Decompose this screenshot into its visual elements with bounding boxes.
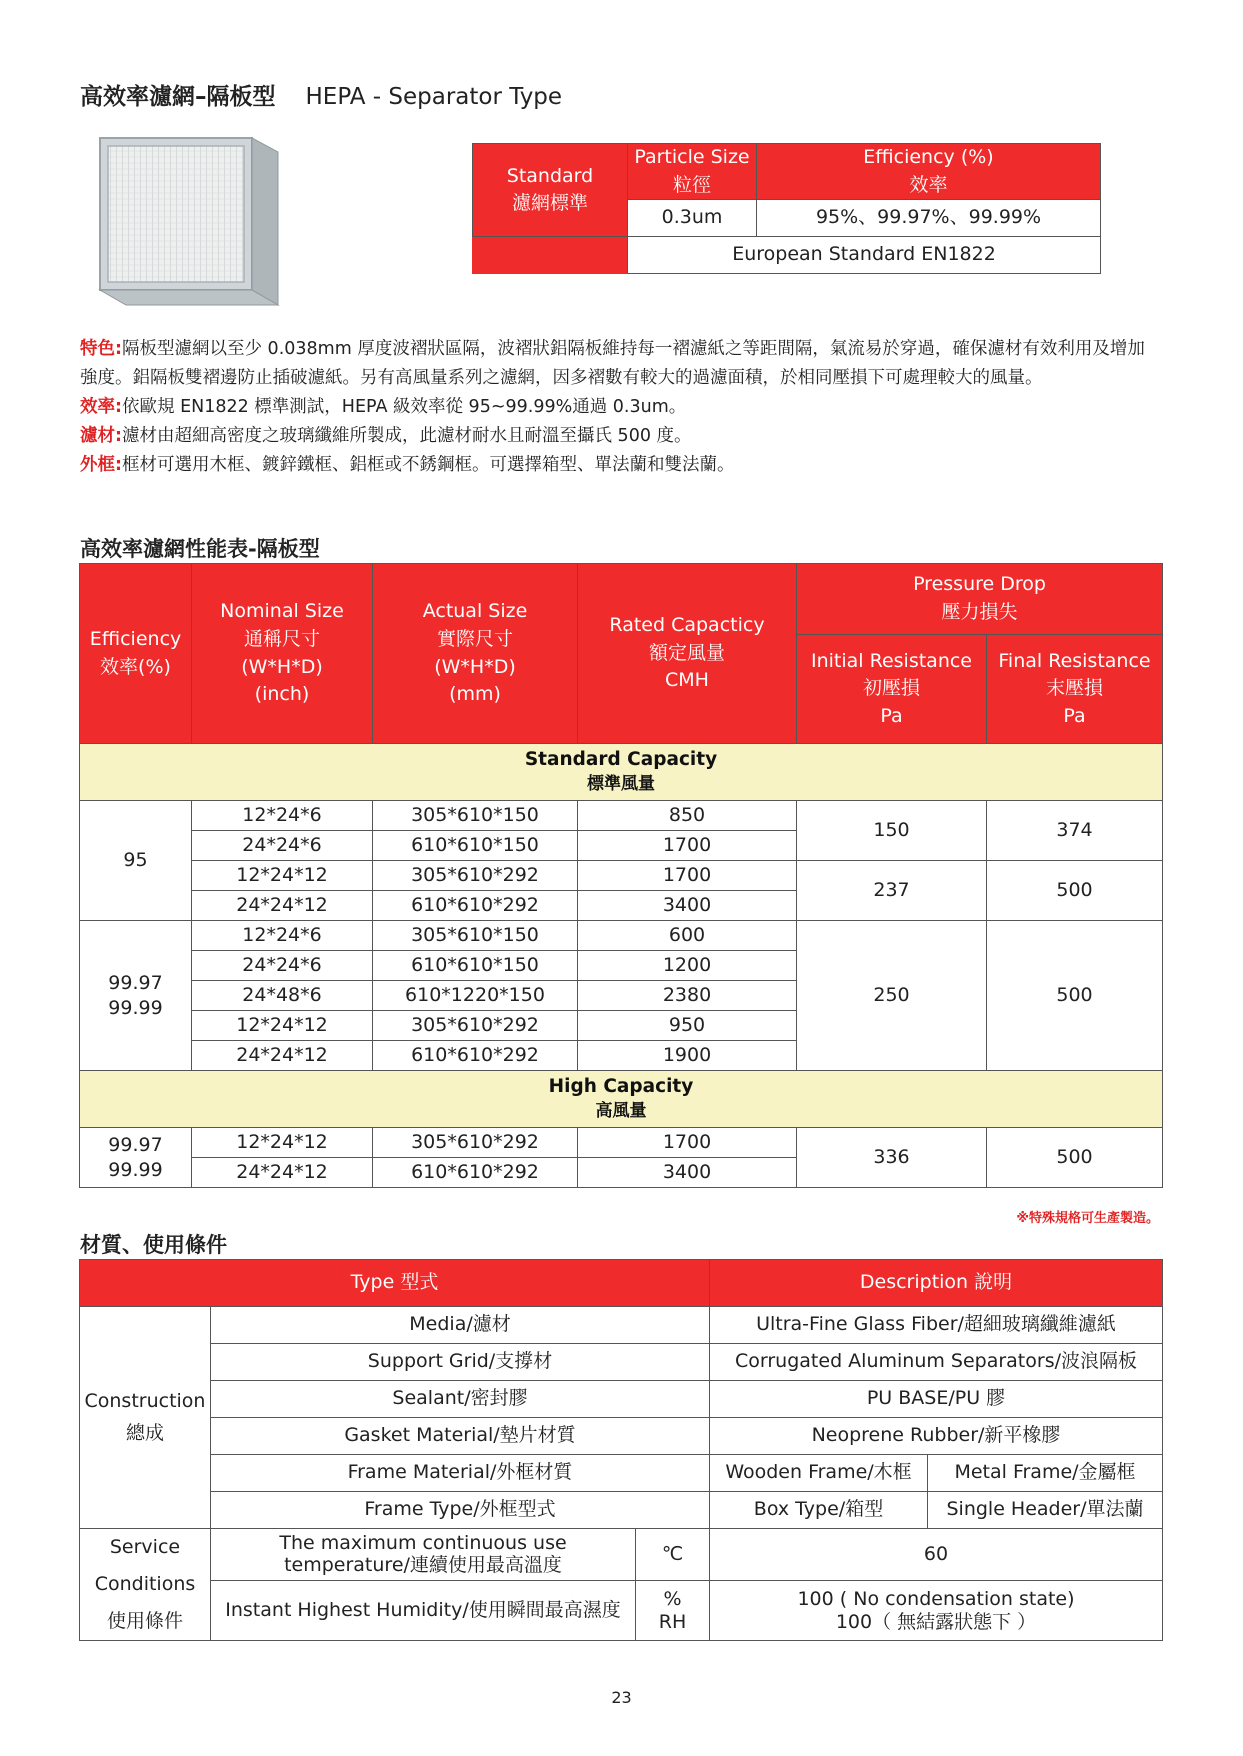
- desc-cell: PU BASE/PU 膠: [710, 1381, 1163, 1418]
- actual-cell: 610*610*150: [373, 831, 578, 861]
- construction-label: [80, 1307, 211, 1529]
- value-cell: 60: [710, 1529, 1163, 1581]
- feature-label: 效率:: [80, 397, 122, 417]
- page-number: 23: [611, 1688, 632, 1707]
- particle-size-en: Particle Size: [634, 146, 750, 168]
- actual-cell: 610*1220*150: [373, 981, 578, 1011]
- final-cell: 500: [987, 921, 1163, 1071]
- table-row: [80, 1307, 1163, 1344]
- header-text: Final Resistance: [998, 649, 1151, 672]
- initial-cell: 237: [797, 861, 987, 921]
- header-text: 初壓損: [862, 677, 920, 700]
- header-text: (mm): [449, 683, 501, 706]
- table-row: [80, 1128, 1163, 1158]
- final-cell: 500: [987, 1128, 1163, 1188]
- type-cell: Frame Material/外框材質: [211, 1455, 710, 1492]
- efficiency-cell: 95: [80, 801, 192, 921]
- page-title: [80, 78, 562, 111]
- feature-label: 濾材:: [80, 426, 122, 446]
- header-text: (inch): [254, 683, 310, 706]
- standard-label-zh: 濾網標準: [511, 192, 588, 215]
- standard-table: [472, 143, 1101, 274]
- desc-cell: Ultra-Fine Glass Fiber/超細玻璃纖維濾紙: [710, 1307, 1163, 1344]
- header-text: Efficiency: [89, 627, 182, 650]
- label-text: 總成: [125, 1421, 164, 1444]
- nominal-cell: 12*24*6: [192, 801, 373, 831]
- header-text: Pressure Drop: [913, 573, 1046, 596]
- section-text: 高風量: [595, 1101, 647, 1122]
- header-text: Actual Size: [422, 600, 528, 623]
- efficiency-zh: 效率: [909, 173, 948, 196]
- header-initial-resistance: [797, 635, 987, 744]
- desc-cell: Neoprene Rubber/新平橡膠: [710, 1418, 1163, 1455]
- efficiency-cell: 99.97 99.99: [80, 921, 192, 1071]
- actual-cell: 610*610*292: [373, 1158, 578, 1188]
- header-text: 額定風量: [648, 641, 725, 664]
- initial-cell: 150: [797, 801, 987, 861]
- special-spec-note: ※特殊規格可生產製造。: [1016, 1211, 1159, 1226]
- type-cell: Media/濾材: [211, 1307, 710, 1344]
- label-text: Construction: [84, 1389, 206, 1412]
- actual-cell: 610*610*150: [373, 951, 578, 981]
- section-standard-capacity: [80, 744, 1163, 801]
- feature-efficiency: [80, 393, 1160, 422]
- service-label: [80, 1529, 211, 1641]
- feature-text: 隔板型濾網以至少 0.038mm 厚度波褶狀區隔，波褶狀鋁隔板維持每一褶濾紙之等距間隔，氣流易於穿過，確保濾材有效利用及增加強度。鋁隔板雙褶邊防止插破濾紙。另有高風量系列之濾網，因多褶數有較大的過濾面積，於相同壓損下可處理較大的風量。: [80, 339, 1145, 388]
- type-cell: [211, 1529, 636, 1581]
- nominal-cell: 24*24*6: [192, 831, 373, 861]
- type-text: The maximum continuous use: [279, 1531, 567, 1554]
- actual-cell: 305*610*150: [373, 921, 578, 951]
- header-text: 效率(%): [100, 655, 171, 678]
- cmh-cell: 850: [578, 801, 797, 831]
- header-text: Pa: [880, 704, 903, 727]
- efficiency-en: Efficiency (%): [863, 146, 994, 168]
- header-text: Pa: [1063, 704, 1086, 727]
- final-cell: 500: [987, 861, 1163, 921]
- table-row: [80, 1381, 1163, 1418]
- header-type: Type 型式: [80, 1260, 710, 1307]
- header-text: 壓力損失: [941, 601, 1018, 623]
- header-rated-capacity: [578, 564, 797, 744]
- value-text: 100（ 無結露狀態下 ）: [835, 1610, 1037, 1633]
- type-text: temperature/連續使用最高溫度: [284, 1554, 562, 1577]
- header-pressure-drop: [797, 564, 1163, 635]
- value-text: 100 ( No condensation state): [797, 1587, 1075, 1610]
- european-standard: European Standard EN1822: [628, 237, 1101, 274]
- desc-cell: Wooden Frame/木框: [710, 1455, 928, 1492]
- nominal-cell: 24*48*6: [192, 981, 373, 1011]
- table-row: [80, 1492, 1163, 1529]
- particle-size-zh: 粒徑: [672, 173, 711, 196]
- nominal-cell: 12*24*6: [192, 921, 373, 951]
- header-text: Initial Resistance: [811, 649, 972, 672]
- nominal-cell: 24*24*12: [192, 1041, 373, 1071]
- cmh-cell: 1700: [578, 831, 797, 861]
- nominal-cell: 24*24*12: [192, 891, 373, 921]
- header-nominal-size: [192, 564, 373, 744]
- table-row: [80, 921, 1163, 951]
- cmh-cell: 1700: [578, 1128, 797, 1158]
- table-row: [80, 1418, 1163, 1455]
- efficiency-header: [757, 144, 1101, 200]
- cmh-cell: 3400: [578, 1158, 797, 1188]
- particle-size-header: [628, 144, 757, 200]
- type-cell: Frame Type/外框型式: [211, 1492, 710, 1529]
- unit-cell: [636, 1580, 710, 1640]
- feature-text: 框材可選用木框、鍍鋅鐵框、鋁框或不銹鋼框。可選擇箱型、單法蘭和雙法蘭。: [122, 455, 735, 475]
- initial-cell: 250: [797, 921, 987, 1071]
- table-row: [80, 1529, 1163, 1581]
- header-text: (W*H*D): [434, 655, 516, 678]
- header-text: 通稱尺寸: [243, 627, 320, 650]
- performance-table: [79, 563, 1163, 1188]
- label-text: Conditions: [94, 1573, 196, 1596]
- type-cell: Gasket Material/墊片材質: [211, 1418, 710, 1455]
- nominal-cell: 12*24*12: [192, 861, 373, 891]
- feature-frame: [80, 451, 1160, 480]
- materials-table: [79, 1259, 1163, 1641]
- section-high-capacity: [80, 1071, 1163, 1128]
- efficiency-cell: 99.97 99.99: [80, 1128, 192, 1188]
- header-efficiency: [80, 564, 192, 744]
- type-cell: Support Grid/支撐材: [211, 1344, 710, 1381]
- feature-media: [80, 422, 1160, 451]
- actual-cell: 305*610*292: [373, 1011, 578, 1041]
- type-cell: Sealant/密封膠: [211, 1381, 710, 1418]
- nominal-cell: 12*24*12: [192, 1128, 373, 1158]
- standard-blank: [473, 237, 628, 274]
- header-final-resistance: [987, 635, 1163, 744]
- label-text: Service: [109, 1536, 181, 1558]
- header-actual-size: [373, 564, 578, 744]
- header-text: 實際尺寸: [436, 627, 513, 650]
- title-en: HEPA - Separator Type: [305, 84, 563, 110]
- nominal-cell: 12*24*12: [192, 1011, 373, 1041]
- desc-cell: Metal Frame/金屬框: [928, 1455, 1163, 1492]
- section-text: High Capacity: [548, 1076, 694, 1098]
- actual-cell: 610*610*292: [373, 1041, 578, 1071]
- feature-label: 特色:: [80, 339, 122, 359]
- cmh-cell: 2380: [578, 981, 797, 1011]
- feature-characteristics: [80, 335, 1160, 393]
- final-cell: 374: [987, 801, 1163, 861]
- header-description: Description 說明: [710, 1260, 1163, 1307]
- feature-text: 濾材由超細高密度之玻璃纖維所製成，此濾材耐水且耐溫至攝氏 500 度。: [122, 426, 692, 446]
- standard-label-en: Standard: [506, 164, 594, 187]
- section-text: Standard Capacity: [524, 749, 718, 771]
- unit-text: %: [663, 1587, 682, 1610]
- table-row: [80, 1580, 1163, 1640]
- standard-label-cell: [473, 144, 628, 237]
- cmh-cell: 3400: [578, 891, 797, 921]
- cmh-cell: 600: [578, 921, 797, 951]
- table-row: [80, 1455, 1163, 1492]
- header-text: Rated Capacticy: [609, 614, 765, 637]
- features-text: [80, 335, 1160, 480]
- desc-cell: Single Header/單法蘭: [928, 1492, 1163, 1529]
- unit-cell: ℃: [636, 1529, 710, 1581]
- type-cell: Instant Highest Humidity/使用瞬間最高濕度: [211, 1580, 636, 1640]
- label-text: 使用條件: [106, 1610, 183, 1633]
- efficiency-value: 95%、99.97%、99.99%: [757, 200, 1101, 237]
- section-text: 標準風量: [587, 774, 655, 795]
- header-text: Nominal Size: [220, 600, 344, 623]
- desc-cell: Box Type/箱型: [710, 1492, 928, 1529]
- nominal-cell: 24*24*6: [192, 951, 373, 981]
- feature-label: 外框:: [80, 455, 122, 475]
- header-text: 末壓損: [1046, 677, 1104, 700]
- feature-text: 依歐規 EN1822 標準測試，HEPA 級效率從 95~99.99%通過 0.3um。: [122, 397, 687, 417]
- actual-cell: 305*610*150: [373, 801, 578, 831]
- initial-cell: 336: [797, 1128, 987, 1188]
- actual-cell: 305*610*292: [373, 1128, 578, 1158]
- desc-cell: Corrugated Aluminum Separators/波浪隔板: [710, 1344, 1163, 1381]
- nominal-cell: 24*24*12: [192, 1158, 373, 1188]
- unit-text: RH: [658, 1610, 687, 1633]
- header-text: CMH: [665, 669, 709, 692]
- hepa-filter-image: [92, 130, 287, 310]
- title-zh: 高效率濾網–隔板型: [80, 84, 276, 110]
- materials-title: 材質、使用條件: [80, 1233, 227, 1257]
- table-row: [80, 801, 1163, 831]
- particle-value: 0.3um: [628, 200, 757, 237]
- cmh-cell: 1200: [578, 951, 797, 981]
- actual-cell: 305*610*292: [373, 861, 578, 891]
- table-row: [80, 1344, 1163, 1381]
- performance-title: 高效率濾網性能表-隔板型: [80, 537, 320, 561]
- value-cell: [710, 1580, 1163, 1640]
- cmh-cell: 950: [578, 1011, 797, 1041]
- header-text: (W*H*D): [241, 655, 323, 678]
- cmh-cell: 1900: [578, 1041, 797, 1071]
- cmh-cell: 1700: [578, 861, 797, 891]
- table-row: [80, 861, 1163, 891]
- actual-cell: 610*610*292: [373, 891, 578, 921]
